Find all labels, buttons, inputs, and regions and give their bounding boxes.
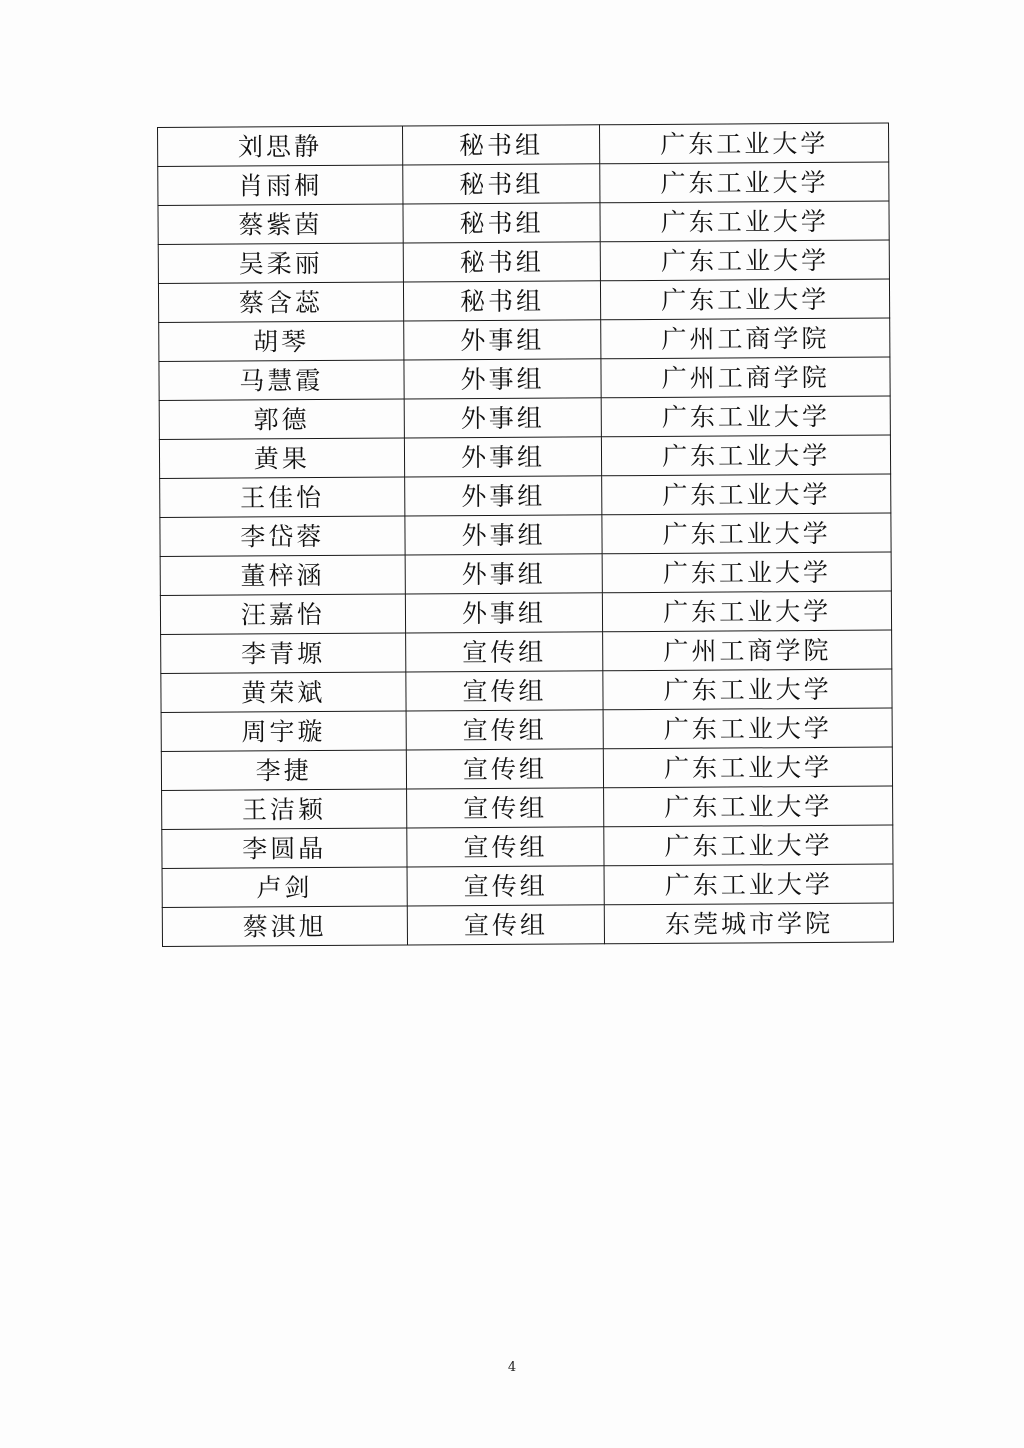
table-row	[159, 396, 890, 439]
table-row	[158, 201, 889, 244]
school-cell: 广东工业大学	[604, 747, 893, 788]
member-name-cell: 汪嘉怡	[160, 594, 405, 634]
table-row	[162, 903, 893, 946]
member-name-cell: 李青塬	[161, 633, 406, 673]
table-row	[162, 864, 893, 907]
table-row	[160, 552, 891, 595]
group-cell: 秘书组	[403, 203, 601, 243]
group-cell: 外事组	[404, 476, 602, 516]
school-cell: 广东工业大学	[602, 435, 891, 476]
member-name-cell: 蔡淇旭	[162, 906, 407, 946]
group-cell: 外事组	[404, 359, 602, 399]
school-cell: 广东工业大学	[603, 552, 892, 593]
group-cell: 秘书组	[402, 164, 600, 204]
group-cell: 宣传组	[406, 788, 604, 828]
table-row	[159, 357, 890, 400]
table-row	[159, 435, 890, 478]
page-number: 4	[507, 1360, 517, 1375]
member-name-cell: 卢剑	[162, 867, 407, 907]
member-name-cell: 肖雨桐	[158, 165, 403, 205]
school-cell: 广东工业大学	[601, 240, 890, 281]
school-cell: 广州工商学院	[601, 357, 890, 398]
table-row	[162, 786, 893, 829]
table-row	[160, 591, 891, 634]
table-row	[158, 162, 889, 205]
table-row	[160, 513, 891, 556]
group-cell: 宣传组	[405, 632, 603, 672]
school-cell: 广东工业大学	[602, 474, 891, 515]
member-name-cell: 王洁颖	[162, 789, 407, 829]
group-cell: 外事组	[405, 593, 603, 633]
group-cell: 外事组	[403, 320, 601, 360]
table-row	[158, 123, 889, 166]
school-cell: 广州工商学院	[601, 318, 890, 359]
school-cell: 广东工业大学	[603, 669, 892, 710]
member-name-cell: 马慧霞	[159, 360, 404, 400]
group-cell: 外事组	[404, 437, 602, 477]
member-name-cell: 黄荣斌	[161, 672, 406, 712]
member-name-cell: 胡琴	[159, 321, 404, 361]
member-name-cell: 蔡含蕊	[158, 282, 403, 322]
school-cell: 广东工业大学	[604, 786, 893, 827]
table-row	[161, 708, 892, 751]
member-name-cell: 刘思静	[158, 126, 403, 166]
member-name-cell: 王佳怡	[160, 477, 405, 517]
member-name-cell: 吴柔丽	[158, 243, 403, 283]
member-name-cell: 李捷	[161, 750, 406, 790]
group-cell: 秘书组	[403, 281, 601, 321]
school-cell: 广东工业大学	[603, 591, 892, 632]
school-cell: 广东工业大学	[603, 708, 892, 749]
school-cell: 广东工业大学	[604, 825, 893, 866]
table-row	[162, 825, 893, 868]
group-cell: 宣传组	[406, 749, 604, 789]
school-cell: 广东工业大学	[604, 864, 893, 905]
school-cell: 广东工业大学	[602, 513, 891, 554]
member-name-cell: 李岱蓉	[160, 516, 405, 556]
group-cell: 宣传组	[405, 671, 603, 711]
group-cell: 宣传组	[407, 866, 605, 906]
member-name-cell: 郭德	[159, 399, 404, 439]
group-cell: 外事组	[405, 554, 603, 594]
school-cell: 东莞城市学院	[605, 903, 894, 944]
group-cell: 宣传组	[407, 905, 605, 945]
table-row	[160, 474, 891, 517]
member-name-cell: 黄果	[159, 438, 404, 478]
member-name-cell: 周宇璇	[161, 711, 406, 751]
school-cell: 广东工业大学	[600, 162, 889, 203]
group-cell: 宣传组	[406, 710, 604, 750]
member-name-cell: 蔡紫茵	[158, 204, 403, 244]
member-name-cell: 董梓涵	[160, 555, 405, 595]
table-row	[161, 630, 892, 673]
school-cell: 广东工业大学	[600, 201, 889, 242]
table-row	[159, 318, 890, 361]
roster-table	[157, 123, 894, 947]
group-cell: 秘书组	[402, 125, 600, 165]
group-cell: 宣传组	[406, 827, 604, 867]
group-cell: 外事组	[404, 398, 602, 438]
table-row	[158, 279, 889, 322]
school-cell: 广东工业大学	[601, 279, 890, 320]
group-cell: 秘书组	[403, 242, 601, 282]
member-name-cell: 李圆晶	[162, 828, 407, 868]
school-cell: 广州工商学院	[603, 630, 892, 671]
table-row	[161, 669, 892, 712]
school-cell: 广东工业大学	[602, 396, 891, 437]
table-row	[161, 747, 892, 790]
table-row	[158, 240, 889, 283]
group-cell: 外事组	[405, 515, 603, 555]
school-cell: 广东工业大学	[600, 123, 889, 164]
roster-table-body	[158, 123, 894, 946]
